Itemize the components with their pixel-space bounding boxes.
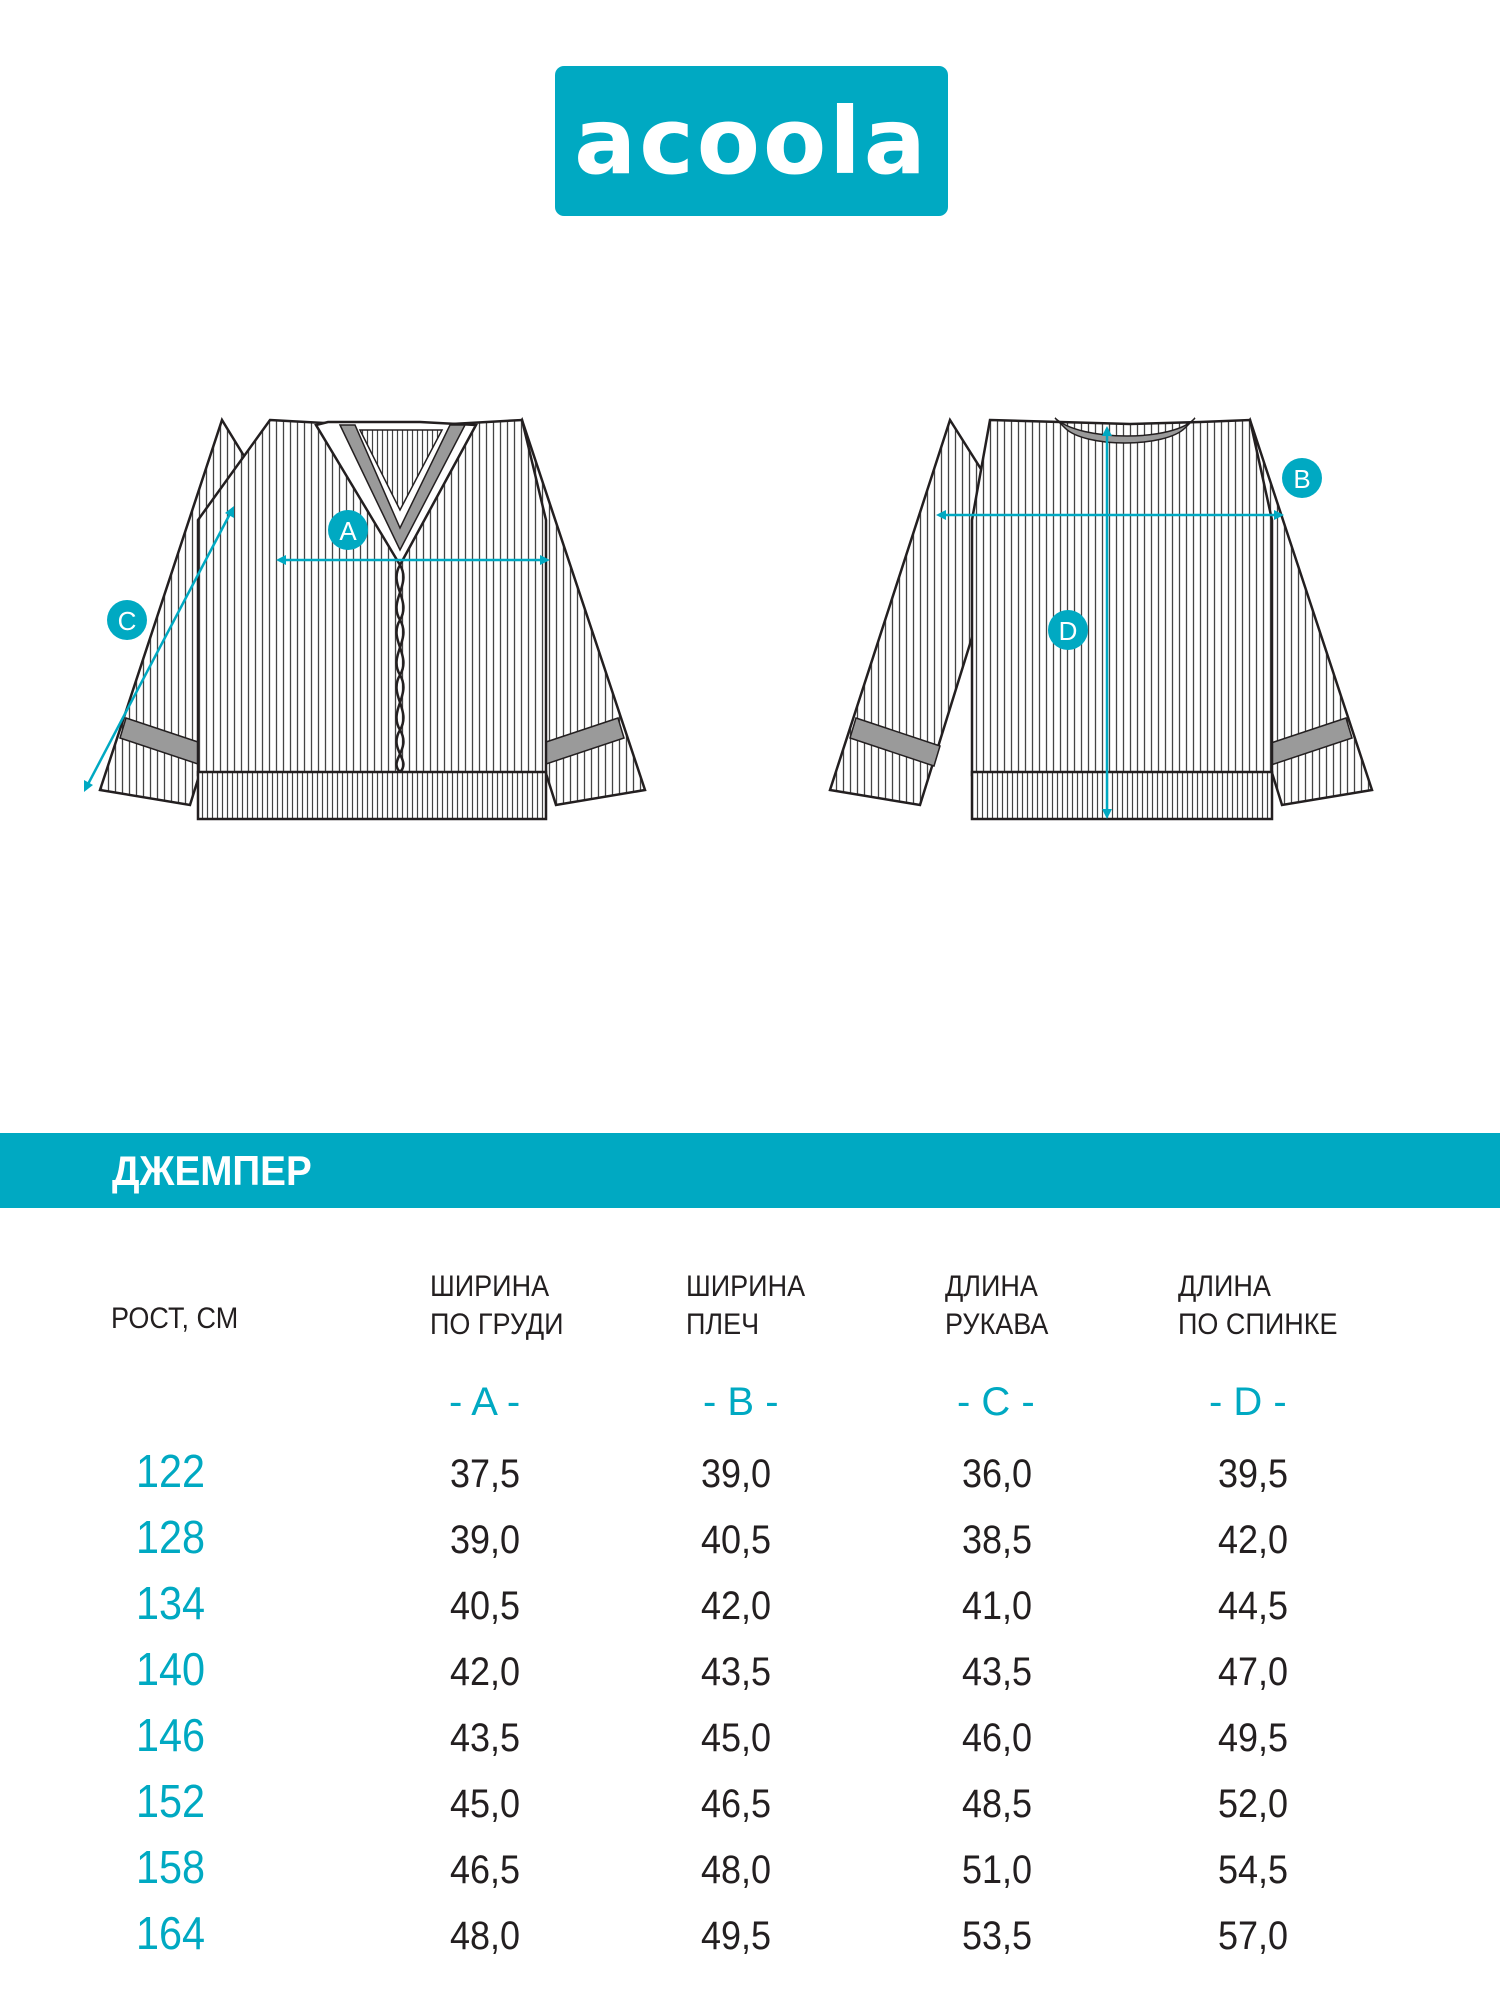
cell-b: 39,0 <box>701 1452 772 1496</box>
cell-d: 57,0 <box>1218 1914 1289 1958</box>
cell-a: 43,5 <box>450 1716 521 1760</box>
cell-c: 38,5 <box>962 1518 1033 1562</box>
marker-d: D <box>1058 616 1078 646</box>
row-height: 146 <box>136 1709 206 1761</box>
col-b-letter: - B - <box>703 1380 779 1424</box>
back-body <box>972 420 1272 775</box>
cell-d: 44,5 <box>1218 1584 1289 1628</box>
cell-a: 45,0 <box>450 1782 521 1826</box>
cell-c: 43,5 <box>962 1650 1033 1694</box>
col-d-header-line1: ДЛИНА <box>1178 1270 1271 1303</box>
back-view <box>830 418 1372 819</box>
col-a-letter: - A - <box>449 1380 521 1424</box>
cell-c: 36,0 <box>962 1452 1033 1496</box>
cell-c: 48,5 <box>962 1782 1033 1826</box>
col-d-letter: - D - <box>1209 1380 1287 1424</box>
garment-sketch <box>70 400 1450 840</box>
cell-c: 41,0 <box>962 1584 1033 1628</box>
cell-c: 53,5 <box>962 1914 1033 1958</box>
cell-b: 49,5 <box>701 1914 772 1958</box>
marker-b: B <box>1293 464 1311 494</box>
front-waistband <box>198 772 546 819</box>
cell-d: 54,5 <box>1218 1848 1289 1892</box>
cell-c: 46,0 <box>962 1716 1033 1760</box>
cell-b: 45,0 <box>701 1716 772 1760</box>
cell-a: 37,5 <box>450 1452 521 1496</box>
product-title: ДЖЕМПЕР <box>112 1147 312 1194</box>
cell-a: 39,0 <box>450 1518 521 1562</box>
cell-d: 52,0 <box>1218 1782 1289 1826</box>
col-a-header-line2: ПО ГРУДИ <box>430 1308 564 1341</box>
row-height: 158 <box>136 1841 206 1893</box>
brand-logo <box>555 66 948 216</box>
cell-d: 49,5 <box>1218 1716 1289 1760</box>
brand-logo-text: acoola <box>574 87 929 195</box>
row-height: 140 <box>136 1643 206 1695</box>
cell-b: 48,0 <box>701 1848 772 1892</box>
col-b-header-line1: ШИРИНА <box>686 1270 806 1303</box>
cell-c: 51,0 <box>962 1848 1033 1892</box>
cell-a: 48,0 <box>450 1914 521 1958</box>
row-height: 134 <box>136 1577 206 1629</box>
cell-d: 42,0 <box>1218 1518 1289 1562</box>
product-title-band <box>0 1133 1500 1208</box>
back-waistband <box>972 772 1272 819</box>
cell-b: 43,5 <box>701 1650 772 1694</box>
col-c-header-line1: ДЛИНА <box>945 1270 1038 1303</box>
col-c-header-line2: РУКАВА <box>945 1308 1049 1341</box>
row-height: 122 <box>136 1445 206 1497</box>
marker-c: C <box>117 606 137 636</box>
cell-b: 46,5 <box>701 1782 772 1826</box>
cell-b: 42,0 <box>701 1584 772 1628</box>
marker-a: A <box>339 516 357 546</box>
cell-b: 40,5 <box>701 1518 772 1562</box>
col-d-header-line2: ПО СПИНКЕ <box>1178 1308 1338 1341</box>
col-b-header-line2: ПЛЕЧ <box>686 1308 760 1341</box>
col-a-header-line1: ШИРИНА <box>430 1270 550 1303</box>
cell-a: 46,5 <box>450 1848 521 1892</box>
row-height: 152 <box>136 1775 206 1827</box>
col-c-letter: - C - <box>957 1380 1035 1424</box>
cell-a: 42,0 <box>450 1650 521 1694</box>
height-header: РОСТ, СМ <box>111 1302 239 1335</box>
front-view <box>84 420 645 819</box>
cell-d: 39,5 <box>1218 1452 1289 1496</box>
cell-a: 40,5 <box>450 1584 521 1628</box>
row-height: 164 <box>136 1907 206 1959</box>
row-height: 128 <box>136 1511 206 1563</box>
cell-d: 47,0 <box>1218 1650 1289 1694</box>
